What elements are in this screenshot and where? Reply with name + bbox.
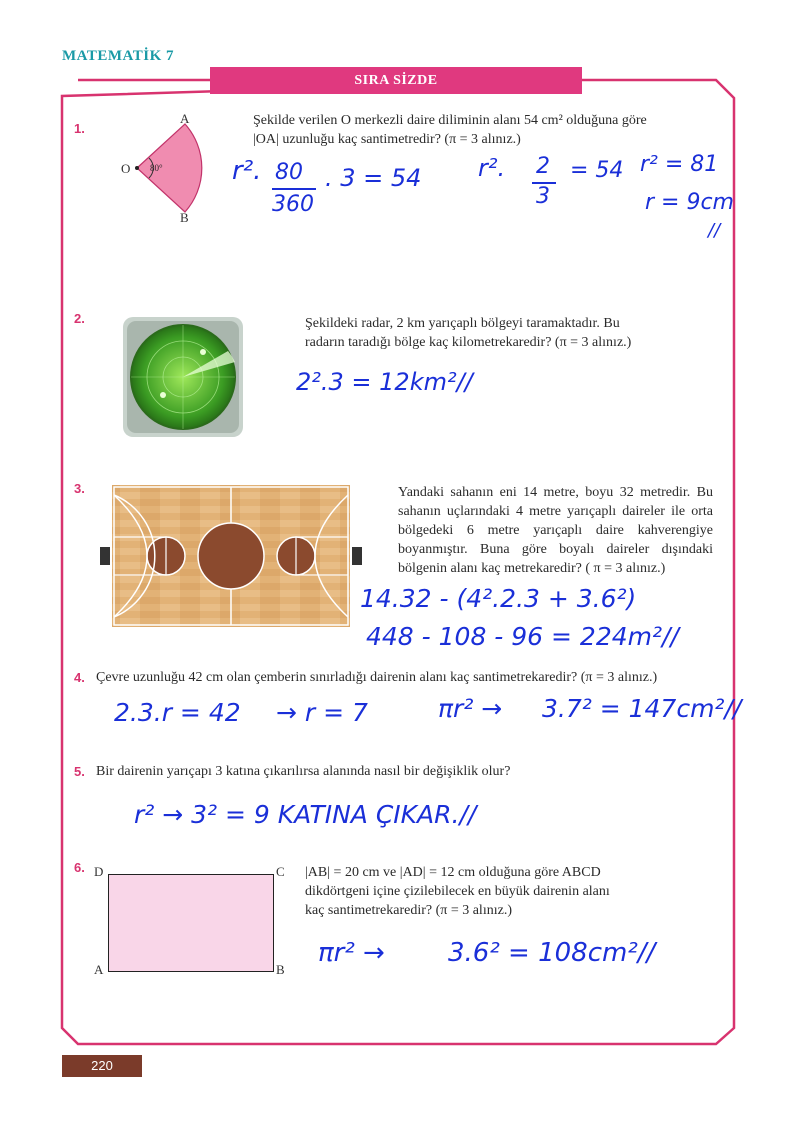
question-4-number: 4. (74, 670, 85, 685)
rectangle-abcd (108, 874, 274, 972)
q1-answer-numerator-2: 2 (536, 154, 550, 179)
question-1-number: 1. (74, 121, 85, 136)
question-6-line-3: kaç santimetrekaredir? (π = 3 alınız.) (305, 903, 512, 918)
point-a-label: A (180, 111, 190, 126)
question-5-number: 5. (74, 764, 85, 779)
q1-answer-equation: . 3 = 54 (325, 164, 422, 192)
point-o-label: O (121, 161, 131, 176)
question-2-line-2: radarın taradığı bölge kaç kilometrekaredir? (π = 3 alınız.) (305, 335, 632, 350)
q1-answer-denominator: 360 (272, 192, 314, 217)
point-c-label: C (276, 864, 285, 879)
q3-answer-line-1: 14.32 - (4².2.3 + 3.6²) (360, 584, 637, 613)
question-5-text: Bir dairenin yarıçapı 3 katına çıkarılırsa alanında nasıl bir değişiklik olur? (96, 764, 511, 779)
angle-label: 80° (150, 163, 163, 173)
q1-answer-r2-second: r². (478, 154, 506, 182)
point-d-label: D (94, 864, 104, 879)
question-2-line-1: Şekildeki radar, 2 km yarıçaplı bölgeyi taramaktadır. Bu (305, 316, 620, 331)
q3-answer-line-2: 448 - 108 - 96 = 224m²// (366, 622, 679, 651)
q1-answer-mark: // (708, 220, 721, 241)
question-1-line-2: |OA| uzunluğu kaç santimetredir? (π = 3 alınız.) (253, 132, 521, 147)
q1-answer-equals-54: = 54 (570, 158, 624, 183)
q1-fraction-bar (272, 188, 316, 190)
section-banner: SIRA SİZDE (210, 67, 582, 94)
q4-answer-part-3: πr² → (438, 694, 503, 723)
q2-answer: 2².3 = 12km²// (296, 368, 473, 396)
page-number: 220 (62, 1055, 142, 1077)
q1-answer-r2-81: r² = 81 (640, 152, 719, 177)
q4-answer-part-4: 3.7² = 147cm²// (542, 694, 742, 723)
q1-answer-denominator-2: 3 (536, 184, 550, 209)
q6-answer-part-1: πr² → (318, 938, 385, 968)
point-b-label: B (180, 210, 189, 225)
point-b-label-rect: B (276, 962, 285, 977)
question-3-text: Yandaki sahanın eni 14 metre, boyu 32 metredir. Bu sahanın uçlarındaki 4 metre yarıçaplı daireler ile orta bölgedeki 6 metre yarıçaplı daire kahverengiye boyanmıştır. Buna göre boyalı daireler dışındaki bölgenin alanı kaç metrekaredir? ( π = 3 alınız.) (398, 485, 713, 576)
question-6-line-1: |AB| = 20 cm ve |AD| = 12 cm olduğuna göre ABCD (305, 865, 601, 880)
q6-answer-part-2: 3.6² = 108cm²// (448, 938, 656, 968)
q5-answer: r² → 3² = 9 KATINA ÇIKAR.// (134, 800, 477, 829)
book-title: MATEMATİK 7 (62, 48, 175, 64)
q1-answer-r2: r². (232, 156, 262, 186)
question-6-line-2: dikdörtgeni içine çizilebilecek en büyük dairenin alanı (305, 884, 610, 899)
q4-answer-part-1: 2.3.r = 42 (114, 698, 241, 727)
question-2-number: 2. (74, 311, 85, 326)
question-3-number: 3. (74, 481, 85, 496)
question-6-number: 6. (74, 860, 85, 875)
court-image (100, 485, 362, 627)
q1-answer-numerator: 80 (275, 160, 303, 185)
question-4-text: Çevre uzunluğu 42 cm olan çemberin sınırladığı dairenin alanı kaç santimetrekaredir? (π = 3 alınız.) (96, 670, 658, 685)
point-a-label-rect: A (94, 962, 104, 977)
sector-figure (115, 110, 225, 230)
q1-answer-r-9cm: r = 9cm (645, 190, 734, 215)
radar-image (123, 317, 243, 437)
q4-answer-part-2: → r = 7 (276, 698, 368, 727)
question-1-line-1: Şekilde verilen O merkezli daire diliminin alanı 54 cm² olduğuna göre (253, 113, 647, 128)
